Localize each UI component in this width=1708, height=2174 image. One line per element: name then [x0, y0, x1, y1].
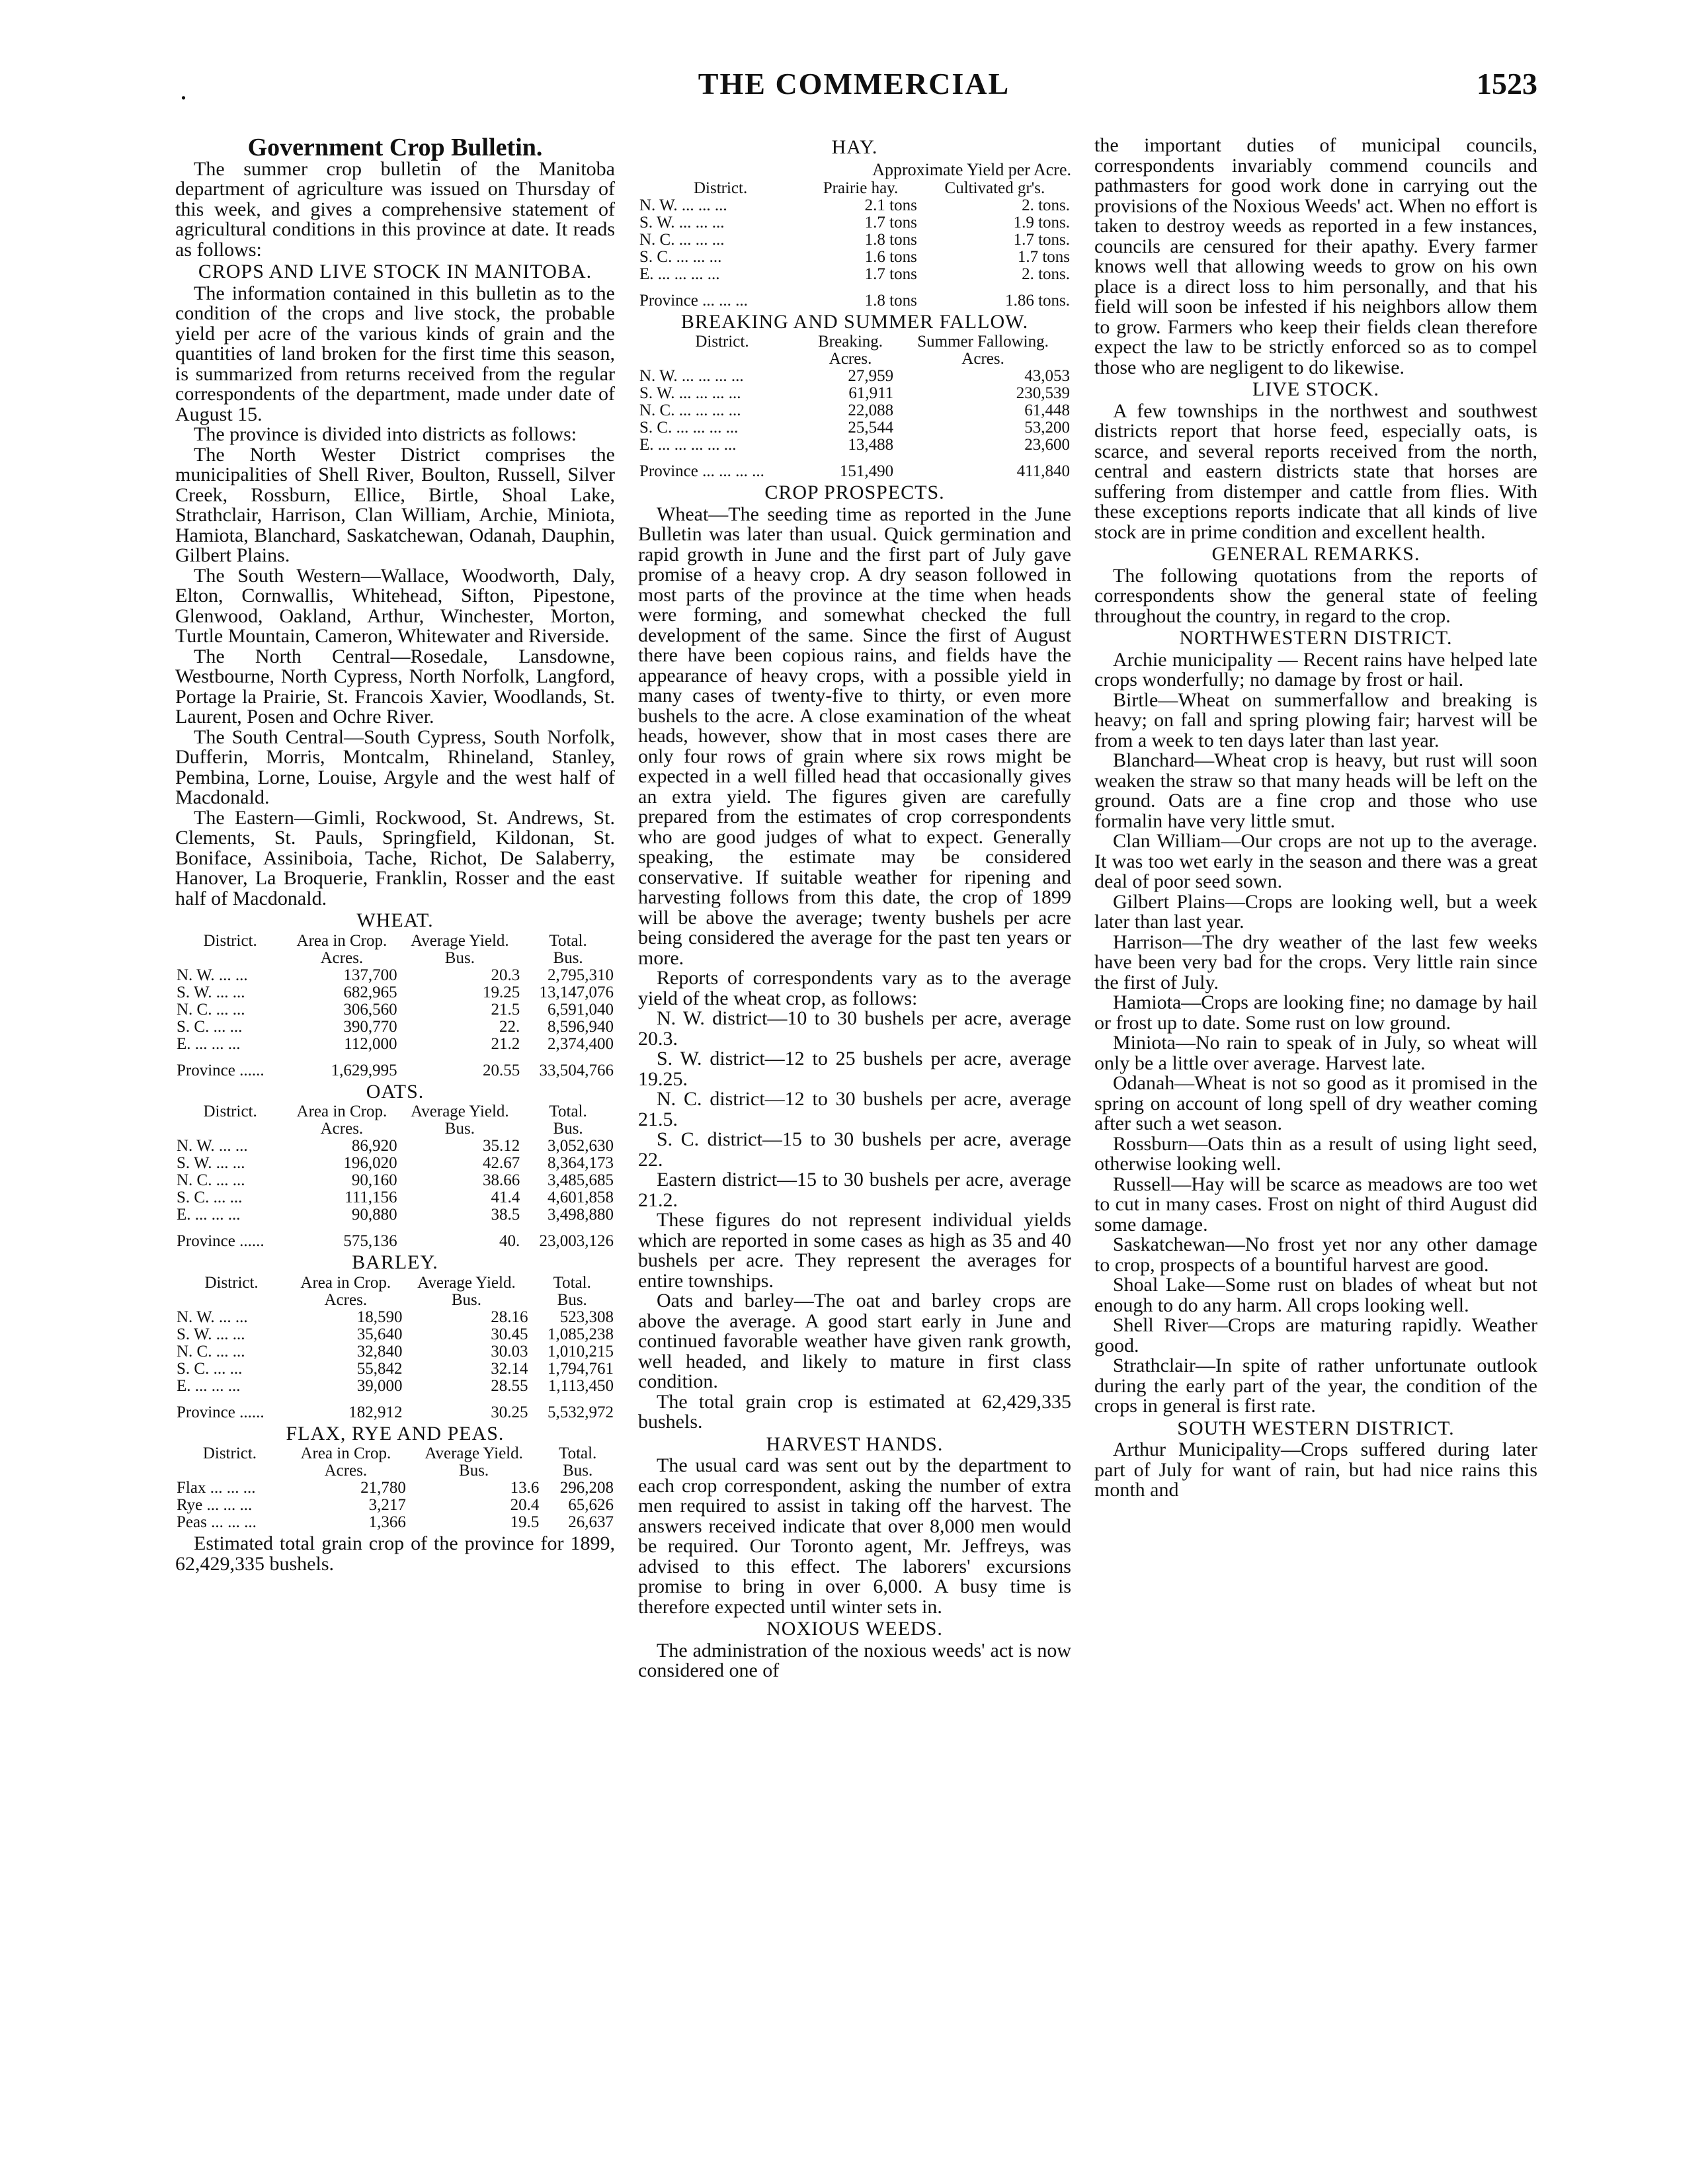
page-header — [0, 61, 1708, 114]
hay-table — [638, 180, 1071, 310]
paragraph: Estimated total grain crop of the province for 1899, 62,429,335 bushels. — [175, 1532, 615, 1575]
table-row — [638, 419, 1071, 437]
paragraph: A few townships in the northwest and southwest districts report that horse feed, especially oats, is scarce, and several reports received from the north, central and eastern districts state that horses are suffering from distemper and cattle from flies. With these exceptions reports indicate that all kinds of live stock are in prime condition and excellent health. — [1094, 399, 1537, 543]
table-header-row — [638, 180, 1071, 197]
paragraph: These figures do not represent individual yields which are reported in some cases as high as 35 and 40 bushels per acre. They represent the averages for entire townships. — [638, 1209, 1071, 1292]
page-number: 1523 — [1477, 67, 1537, 101]
column-header: Average Yield. — [411, 1103, 509, 1120]
table-cell: 90,880 — [351, 1206, 397, 1224]
table-cell: 19.5 — [510, 1513, 540, 1531]
table-cell: Flax ... ... ... — [177, 1479, 256, 1497]
paragraph: Shell River—Crops are maturing rapidly. Weather good. — [1094, 1314, 1537, 1357]
paragraph: The summer crop bulletin of the Manitoba department of agriculture was issued on Thursday of this week, and gives a comprehensive statement of agricultural conditions in this province at date. It reads as follows: — [175, 157, 615, 261]
paragraph: Shoal Lake—Some rust on blades of wheat but not enough to do any harm. All crops looking well. — [1094, 1274, 1537, 1316]
table-cell: 2. tons. — [1022, 196, 1070, 214]
table-cell: 38.5 — [491, 1206, 520, 1224]
table-cell: 19.25 — [482, 983, 520, 1001]
paragraph: The South Western—Wallace, Woodworth, Daly, Elton, Cornwallis, Whitehead, Sifton, Pipestone, Glenwood, Oakland, Arthur, Winchester, Morton, Turtle Mountain, Cameron, Whitewater and Riverside. — [175, 564, 615, 647]
table-cell: 3,052,630 — [548, 1137, 614, 1155]
table-units-row — [175, 1120, 615, 1138]
barley-table — [175, 1275, 615, 1421]
table-cell: 523,308 — [559, 1308, 614, 1326]
table-cell: 28.55 — [491, 1376, 528, 1395]
section-heading: CROP PROSPECTS. — [764, 481, 945, 503]
table-cell: 2,795,310 — [548, 966, 614, 984]
paragraph: Birtle—Wheat on summerfallow and breaking is heavy; on fall and spring plowing fair; harvest will be from a week to ten days later than last year. — [1094, 689, 1537, 751]
column-header: District. — [202, 1444, 257, 1462]
column-header: District. — [203, 1103, 257, 1120]
table-caption: Approximate Yield per Acre. — [872, 159, 1071, 179]
paragraph: the important duties of municipal councils, correspondents invariably commend councils and pathmasters for good work done in carrying out the provisions of the Noxious Weeds' act. When no effort is taken to destroy weeds as reported in a few instances, councils are censured for their apathy. Every farmer knows well that allowing weeds to grow on his own place is a direct loss to him personally, and that his field will soon be infested if his neighbors allow them to grow. Farmers who keep their fields clean therefore expect the law to be strictly enforced so as to compel those who are negligent to do likewise. — [1094, 136, 1537, 378]
table-cell: 682,965 — [343, 983, 397, 1001]
paragraph: Strathclair—In spite of rather unfortunate outlook during the early part of the year, the condition of the crops in general is first rate. — [1094, 1355, 1537, 1417]
paragraph: Oats and barley—The oat and barley crops are above the average. A good start early in June and continued favorable weather have given rank growth, well headed, and likely to mature in first class condition. — [638, 1290, 1071, 1392]
paragraph: Gilbert Plains—Crops are looking well, but a week later than last year. — [1094, 890, 1537, 933]
table-cell: Province ...... — [177, 1061, 264, 1079]
paragraph: Harrison—The dry weather of the last few weeks have been very bad for the crops. Very little rain since the first of July. — [1094, 931, 1537, 993]
paragraph: The North Central—Rosedale, Lansdowne, Westbourne, North Cypress, North Norfolk, Langford, Portage la Prairie, St. Francois Xavier, Woodlands, St. Laurent, Posen and Ochre River. — [175, 645, 615, 728]
paragraph: The administration of the noxious weeds' act is now considered one of — [638, 1639, 1071, 1681]
section-heading: LIVE STOCK. — [1252, 378, 1380, 400]
table-cell: 20.4 — [510, 1496, 540, 1514]
article-title: Government Crop Bulletin. — [247, 136, 543, 161]
paragraph: Rossburn—Oats thin as a result of using light seed, otherwise looking well. — [1094, 1132, 1537, 1175]
unit-label: Bus. — [444, 948, 475, 967]
unit-label — [175, 1120, 285, 1138]
table-title: BREAKING AND SUMMER FALLOW. — [680, 310, 1029, 333]
table-total-row — [175, 1395, 615, 1421]
column-header: Average Yield. — [417, 1273, 516, 1292]
table-cell: 1.8 tons — [864, 291, 917, 310]
table-cell: 2,374,400 — [548, 1034, 614, 1053]
table-total-row — [638, 454, 1071, 480]
table-cell: 61,911 — [848, 384, 894, 402]
unit-label: Acres. — [320, 1120, 364, 1138]
table-cell: E. ... ... ... — [177, 1206, 241, 1224]
table-row — [175, 1378, 615, 1395]
table-row — [175, 1514, 615, 1531]
table-cell: 112,000 — [344, 1034, 397, 1053]
column-header: District. — [693, 179, 748, 197]
table-cell: 21.2 — [491, 1034, 520, 1053]
unit-label — [175, 950, 285, 967]
table-row — [175, 1001, 615, 1019]
unit-label: Bus. — [444, 1120, 475, 1138]
table-cell: S. C. ... ... ... — [639, 247, 722, 266]
table-row — [175, 1206, 615, 1224]
table-cell: 4,601,858 — [548, 1189, 614, 1206]
table-cell: S. W. ... ... ... — [639, 213, 725, 231]
flax-rye-peas-table — [175, 1445, 615, 1531]
section-heading: SOUTH WESTERN DISTRICT. — [1177, 1417, 1455, 1439]
table-cell: N. C. ... ... ... — [639, 230, 725, 249]
table-cell: 2. tons. — [1022, 265, 1070, 283]
unit-label: Acres. — [324, 1462, 368, 1480]
table-header-row — [175, 1103, 615, 1120]
unit-label: Bus. — [451, 1290, 482, 1309]
table-units-row — [175, 950, 615, 967]
table-header-row — [638, 333, 1071, 351]
paragraph: The Eastern—Gimli, Rockwood, St. Andrews, St. Clements, St. Pauls, Springfield, Kildonan, St. Boniface, Assiniboia, Tache, Richot, De Salaberry, Hanover, La Broquerie, Franklin, Rosser and the east half of Macdonald. — [175, 806, 615, 909]
table-cell: 30.03 — [491, 1342, 528, 1360]
table-row — [175, 1155, 615, 1172]
table-cell: 13.6 — [510, 1479, 540, 1497]
table-cell: 1,629,995 — [331, 1061, 397, 1079]
table-cell: 32.14 — [491, 1359, 528, 1378]
column-header: District. — [695, 333, 749, 351]
table-cell: 8,364,173 — [548, 1154, 614, 1172]
table-cell: 575,136 — [343, 1232, 397, 1250]
table-header-row — [175, 933, 615, 950]
table-cell: 1,085,238 — [548, 1325, 614, 1343]
paragraph: Clan William—Our crops are not up to the average. It was too wet early in the season and there was a great deal of poor seed sown. — [1094, 830, 1537, 892]
table-row — [638, 197, 1071, 214]
unit-label: Bus. — [553, 948, 583, 967]
table-cell: 33,504,766 — [539, 1061, 614, 1079]
paragraph: Miniota—No rain to speak of in July, so wheat will only be a little over average. Harvest late. — [1094, 1032, 1537, 1074]
table-cell: S. C. ... ... — [177, 1189, 243, 1206]
section-heading: CROPS AND LIVE STOCK IN MANITOBA. — [198, 261, 592, 282]
table-title: FLAX, RYE AND PEAS. — [286, 1422, 505, 1444]
paragraph: N. C. district—12 to 30 bushels per acre, average 21.5. — [638, 1088, 1071, 1130]
table-units-row — [175, 1292, 615, 1309]
table-cell: 1.6 tons — [864, 247, 917, 266]
paragraph: The information contained in this bulletin as to the condition of the crops and live stock, the probable yield per acre of the various kinds of grain and the quantities of land broken for the first time this season, is summarized from returns received from the regular correspondents of the department, made under date of August 15. — [175, 282, 615, 425]
table-cell: 3,498,880 — [548, 1206, 614, 1224]
table-cell: 1.7 tons — [864, 213, 917, 231]
table-cell: 21.5 — [491, 1000, 520, 1019]
paragraph: The province is divided into districts as follows: — [194, 423, 577, 445]
table-row — [175, 1309, 615, 1326]
table-cell: 5,532,972 — [548, 1403, 614, 1421]
table-cell: N. W. ... ... — [177, 1137, 248, 1155]
table-cell: 13,147,076 — [539, 983, 614, 1001]
table-row — [175, 967, 615, 984]
table-cell: 8,596,940 — [548, 1017, 614, 1036]
table-cell: 1.9 tons. — [1013, 213, 1070, 231]
table-cell: E. ... ... ... — [177, 1376, 241, 1395]
table-row — [638, 214, 1071, 231]
column-header: Area in Crop. — [300, 1273, 391, 1292]
table-cell: 2.1 tons — [864, 196, 917, 214]
table-cell: E. ... ... ... — [177, 1034, 241, 1053]
table-cell: 1,366 — [368, 1513, 406, 1531]
column-middle — [638, 136, 1071, 2126]
table-cell: 1,010,215 — [548, 1342, 614, 1360]
table-cell: S. W. ... ... — [177, 1154, 245, 1172]
table-cell: E. ... ... ... ... — [639, 265, 720, 283]
table-cell: 38.66 — [482, 1171, 520, 1189]
table-cell: 23,600 — [1024, 436, 1070, 454]
section-heading: HARVEST HANDS. — [766, 1433, 944, 1455]
paragraph: Hamiota—Crops are looking fine; no damage by hail or frost up to date. Some rust on low ground. — [1094, 991, 1537, 1034]
paragraph: Odanah—Wheat is not so good as it promised in the spring on account of long spell of dry weather coming after such a wet season. — [1094, 1072, 1537, 1134]
table-cell: 390,770 — [343, 1017, 397, 1036]
table-cell: 296,208 — [559, 1479, 614, 1497]
paragraph: Blanchard—Wheat crop is heavy, but rust will soon weaken the straw so that many heads will be left on the ground. Oats are a fine crop and those who use formalin have very little smut. — [1094, 749, 1537, 832]
paragraph: Reports of correspondents vary as to the average yield of the wheat crop, as follows: — [638, 967, 1071, 1009]
table-total-row — [175, 1224, 615, 1250]
paragraph: The South Central—South Cypress, South Norfolk, Dufferin, Morris, Montcalm, Rhineland, Stanley, Pembina, Lorne, Louise, Argyle and the west half of Macdonald. — [175, 726, 615, 808]
unit-label: Bus. — [553, 1120, 583, 1138]
table-cell: 43,053 — [1024, 367, 1070, 385]
table-row — [175, 1480, 615, 1497]
table-cell: 41.4 — [491, 1189, 520, 1206]
table-cell: 65,626 — [568, 1496, 614, 1514]
paragraph: Archie municipality — Recent rains have helped late crops wonderfully; no damage by frost or hail. — [1094, 648, 1537, 690]
table-cell: 1,113,450 — [548, 1376, 614, 1395]
table-cell: 3,485,685 — [548, 1171, 614, 1189]
paragraph: Wheat—The seeding time as reported in the June Bulletin was later than usual. Quick germination and rapid growth in June and the first part of July gave promise of a heavy crop. A dry season followed in most parts of the province at the time when heads were forming, and somewhat checked the full development of the same. Since the first of August there have been copious rains, and fields have the appearance of heavy crops, with a possible yield in many cases of twenty-five to thirty, or even more bushels to the acre. A close examination of the wheat heads, however, show that in most cases there are only four rows of grain where six rows might be expected in a well filled head that occasionally gives an extra yield. The figures given are carefully prepared from the estimates of crop correspondents who are good judges of what to expect. Generally speaking, the estimate may be considered conservative. If suitable weather for ripening and harvesting follows from this date, the crop of 1899 will be above the average; twenty bushels per acre being considered the average for the past ten years or more. — [638, 503, 1071, 969]
unit-label — [175, 1292, 288, 1309]
table-cell: 6,591,040 — [548, 1000, 614, 1019]
table-cell: 20.55 — [482, 1061, 520, 1079]
table-cell: Peas ... ... ... — [177, 1513, 257, 1531]
table-cell: 55,842 — [356, 1359, 403, 1378]
table-cell: 182,912 — [348, 1403, 403, 1421]
table-total-row — [638, 283, 1071, 310]
table-row — [638, 231, 1071, 249]
column-header: Prairie hay. — [823, 179, 899, 197]
table-cell: Province ...... — [177, 1403, 264, 1421]
table-header-row — [175, 1275, 615, 1292]
unit-label: Acres. — [324, 1290, 368, 1309]
table-cell: 137,700 — [343, 966, 397, 984]
table-cell: 20.3 — [491, 966, 520, 984]
unit-label: Acres. — [829, 350, 872, 368]
table-title: OATS. — [366, 1080, 425, 1103]
column-header: Total. — [553, 1273, 591, 1292]
table-cell: S. C. ... ... — [177, 1017, 243, 1036]
table-row — [175, 1326, 615, 1343]
table-cell: 53,200 — [1024, 419, 1070, 437]
paragraph: Russell—Hay will be scarce as meadows are too wet to cut in many cases. Frost on night of third August did some damage. — [1094, 1173, 1537, 1235]
table-cell: 1.86 tons. — [1005, 291, 1070, 310]
table-cell: 230,539 — [1016, 384, 1070, 402]
paragraph: The following quotations from the reports of correspondents show the general state of feeling throughout the country, in regard to the crop. — [1094, 564, 1537, 627]
table-cell: N. W. ... ... — [177, 1308, 248, 1326]
table-cell: 1.8 tons — [864, 230, 917, 249]
unit-label: Bus. — [459, 1462, 489, 1480]
table-row — [175, 1036, 615, 1053]
table-row — [175, 1019, 615, 1036]
table-cell: 1.7 tons — [864, 265, 917, 283]
table-cell: N. W. ... ... — [177, 966, 248, 984]
table-cell: N. C. ... ... — [177, 1342, 245, 1360]
table-cell: S. C. ... ... — [177, 1359, 243, 1378]
column-header: Breaking. — [818, 333, 883, 351]
section-heading: NORTHWESTERN DISTRICT. — [1179, 627, 1453, 649]
column-right — [1094, 136, 1537, 2126]
table-row — [638, 266, 1071, 283]
table-cell: Province ...... — [177, 1232, 264, 1250]
table-cell: Province ... ... ... — [639, 291, 748, 310]
table-cell: 411,840 — [1016, 462, 1070, 480]
table-row — [175, 1172, 615, 1189]
table-cell: 26,637 — [568, 1513, 614, 1531]
unit-label: Acres. — [961, 350, 1004, 368]
table-cell: E. ... ... ... ... ... — [639, 436, 737, 454]
table-cell: N. W. ... ... ... — [639, 196, 727, 214]
paragraph: The total grain crop is estimated at 62,429,335 bushels. — [638, 1390, 1071, 1433]
column-header: Summer Fallowing. — [917, 333, 1049, 351]
table-total-row — [175, 1053, 615, 1079]
column-header: Total. — [559, 1444, 597, 1462]
table-cell: N. C. ... ... — [177, 1171, 245, 1189]
table-cell: 28.16 — [491, 1308, 528, 1326]
table-units-row — [175, 1462, 615, 1480]
table-row — [175, 1497, 615, 1514]
table-row — [638, 437, 1071, 454]
paragraph: The North Wester District comprises the municipalities of Shell River, Boulton, Russell, Silver Creek, Rossburn, Ellice, Birtle, Shoal Lake, Strathclair, Harrison, Clan William, Archie, Miniota, Hamiota, Blanchard, Saskatchewan, Odanah, Dauphin, Gilbert Plains. — [175, 443, 615, 566]
table-units-row — [638, 351, 1071, 368]
table-cell: S. C. ... ... ... ... — [639, 419, 739, 437]
column-left — [175, 136, 615, 2126]
paragraph: N. W. district—10 to 30 bushels per acre, average 20.3. — [638, 1007, 1071, 1050]
table-cell: 1,794,761 — [548, 1359, 614, 1378]
table-cell: 22. — [499, 1017, 520, 1036]
table-cell: 30.25 — [491, 1403, 528, 1421]
column-header: Area in Crop. — [296, 931, 387, 950]
table-cell: 86,920 — [351, 1137, 397, 1155]
unit-label: Bus. — [557, 1290, 587, 1309]
table-cell: 27,959 — [848, 367, 894, 385]
table-cell: N. W. ... ... ... ... — [639, 367, 744, 385]
paragraph: S. W. district—12 to 25 bushels per acre, average 19.25. — [638, 1048, 1071, 1090]
table-cell: 90,160 — [351, 1171, 397, 1189]
table-cell: 1.7 tons — [1017, 247, 1070, 266]
table-cell: 32,840 — [356, 1342, 403, 1360]
table-row — [638, 402, 1071, 419]
table-cell: 61,448 — [1024, 401, 1070, 419]
column-header: Area in Crop. — [300, 1444, 391, 1462]
paragraph: Saskatchewan—No frost yet nor any other damage to crop, prospects of a bountiful harvest are good. — [1094, 1233, 1537, 1276]
unit-label: Bus. — [563, 1462, 593, 1480]
column-header: Total. — [549, 1103, 587, 1120]
table-header-row — [175, 1445, 615, 1462]
table-cell: 151,490 — [839, 462, 894, 480]
table-title: BARLEY. — [352, 1251, 438, 1273]
table-cell: 1.7 tons. — [1013, 230, 1070, 249]
table-cell: 35.12 — [482, 1137, 520, 1155]
table-cell: S. W. ... ... — [177, 1325, 245, 1343]
column-header: Average Yield. — [411, 931, 509, 950]
table-row — [175, 1343, 615, 1360]
table-title: WHEAT. — [356, 909, 434, 931]
unit-label — [638, 351, 806, 368]
column-header: Cultivated gr's. — [944, 179, 1045, 197]
table-cell: 21,780 — [360, 1479, 406, 1497]
paragraph: Arthur Municipality—Crops suffered during later part of July for want of rain, but had nice rains this month and — [1094, 1439, 1537, 1501]
oats-table — [175, 1103, 615, 1250]
table-row — [638, 368, 1071, 385]
column-header: District. — [204, 1273, 259, 1292]
column-header: Average Yield. — [425, 1444, 523, 1462]
table-cell: 306,560 — [343, 1000, 397, 1019]
table-row — [175, 1138, 615, 1155]
table-row — [175, 1189, 615, 1206]
breaking-fallow-table — [638, 333, 1071, 480]
table-cell: N. C. ... ... ... ... — [639, 401, 741, 419]
table-cell: 196,020 — [343, 1154, 397, 1172]
table-cell: 111,156 — [345, 1189, 397, 1206]
paragraph: Eastern district—15 to 30 bushels per acre, average 21.2. — [638, 1169, 1071, 1211]
unit-label — [175, 1462, 284, 1480]
table-cell: 35,640 — [356, 1325, 403, 1343]
table-cell: 25,544 — [848, 419, 894, 437]
table-cell: 42.67 — [482, 1154, 520, 1172]
paragraph: The usual card was sent out by the department to each crop correspondent, asking the number of extra men required to assist in taking off the harvest. The answers received indicate that over 8,000 men would be required. Our Toronto agent, Mr. Jeffreys, was advised to this effect. The laborers' excursions promise to bring in over 6,000. A busy time is therefore expected until winter sets in. — [638, 1454, 1071, 1618]
unit-label: Acres. — [320, 948, 364, 967]
column-header: District. — [203, 931, 257, 950]
table-title: HAY. — [831, 136, 878, 158]
publication-title: THE COMMERCIAL — [698, 67, 1010, 101]
table-cell: 3,217 — [368, 1496, 406, 1514]
table-row — [638, 385, 1071, 402]
table-cell: N. C. ... ... — [177, 1000, 245, 1019]
table-cell: 39,000 — [356, 1376, 403, 1395]
table-cell: 22,088 — [848, 401, 894, 419]
column-header: Total. — [549, 931, 587, 950]
table-cell: Province ... ... ... ... — [639, 462, 764, 480]
section-heading: NOXIOUS WEEDS. — [766, 1618, 943, 1640]
table-cell: 40. — [499, 1232, 520, 1250]
wheat-table — [175, 933, 615, 1079]
table-cell: S. W. ... ... — [177, 983, 245, 1001]
header-dot: . — [180, 73, 187, 106]
column-header: Area in Crop. — [296, 1103, 387, 1120]
section-heading: GENERAL REMARKS. — [1211, 543, 1420, 565]
table-cell: 13,488 — [848, 436, 894, 454]
table-cell: 18,590 — [356, 1308, 403, 1326]
table-cell: S. W. ... ... ... ... — [639, 384, 741, 402]
table-row — [638, 249, 1071, 266]
table-row — [175, 984, 615, 1001]
table-cell: Rye ... ... ... — [177, 1496, 253, 1514]
table-cell: 23,003,126 — [539, 1232, 614, 1250]
table-row — [175, 1360, 615, 1378]
paragraph: S. C. district—15 to 30 bushels per acre, average 22. — [638, 1128, 1071, 1171]
table-cell: 30.45 — [491, 1325, 528, 1343]
